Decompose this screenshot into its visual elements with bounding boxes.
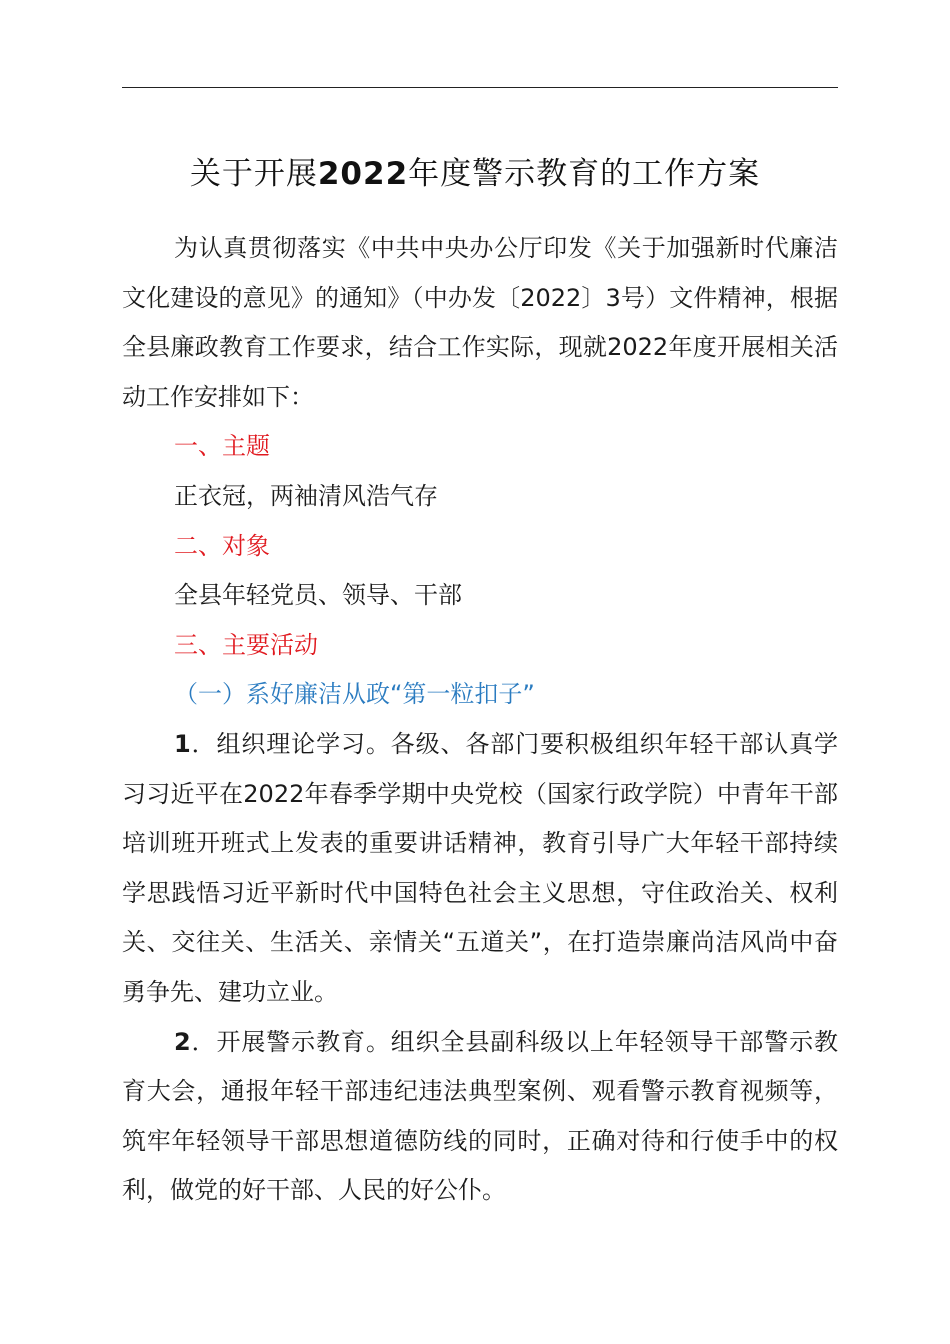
section-heading-target: 二、对象 — [174, 531, 270, 560]
item-paragraph-2 — [122, 1018, 838, 1216]
section-heading-activities: 三、主要活动 — [174, 630, 318, 659]
title-suffix: 年度警示教育的工作方案 — [408, 156, 761, 192]
subsection-heading-1: （一）系好廉洁从政“第一粒扣子” — [174, 680, 535, 709]
section-heading-theme: 一、主题 — [174, 432, 270, 461]
item-number: 1 — [174, 729, 191, 758]
item-number: 2 — [174, 1027, 191, 1056]
header-rule — [122, 87, 838, 88]
item-text: ．开展警示教育。组织全县副科级以上年轻领导干部警示教育大会，通报年轻干部违纪违法典型案例、观看警示教育视频等，筑牢年轻领导干部思想道德防线的同时，正确对待和行使手中的权利，做党的好干部、人民的好公仆。 — [122, 1027, 838, 1205]
item-text: ．组织理论学习。各级、各部门要积极组织年轻干部认真学习习近平在2022年春季学期中央党校（国家行政学院）中青年干部培训班开班式上发表的重要讲话精神，教育引导广大年轻干部持续学思践悟习近平新时代中国特色社会主义思想，守住政治关、权利关、交往关、生活关、亲情关“五道关”，在打造崇廉尚洁风尚中奋勇争先、建功立业。 — [122, 729, 838, 1006]
intro-paragraph: 为认真贯彻落实《中共中央办公厅印发《关于加强新时代廉洁文化建设的意见》的通知》（中办发〔2022〕3号）文件精神，根据全县廉政教育工作要求，结合工作实际，现就2022年度开展相关活动工作安排如下： — [122, 234, 838, 411]
title-year: 2022 — [317, 156, 409, 192]
item-paragraph-1 — [122, 720, 838, 1018]
title-prefix: 关于开展 — [189, 156, 318, 192]
document-title — [0, 150, 950, 198]
document-body — [122, 224, 838, 1216]
target-text: 全县年轻党员、领导、干部 — [174, 581, 462, 610]
theme-text: 正衣冠，两袖清风浩气存 — [174, 481, 438, 510]
